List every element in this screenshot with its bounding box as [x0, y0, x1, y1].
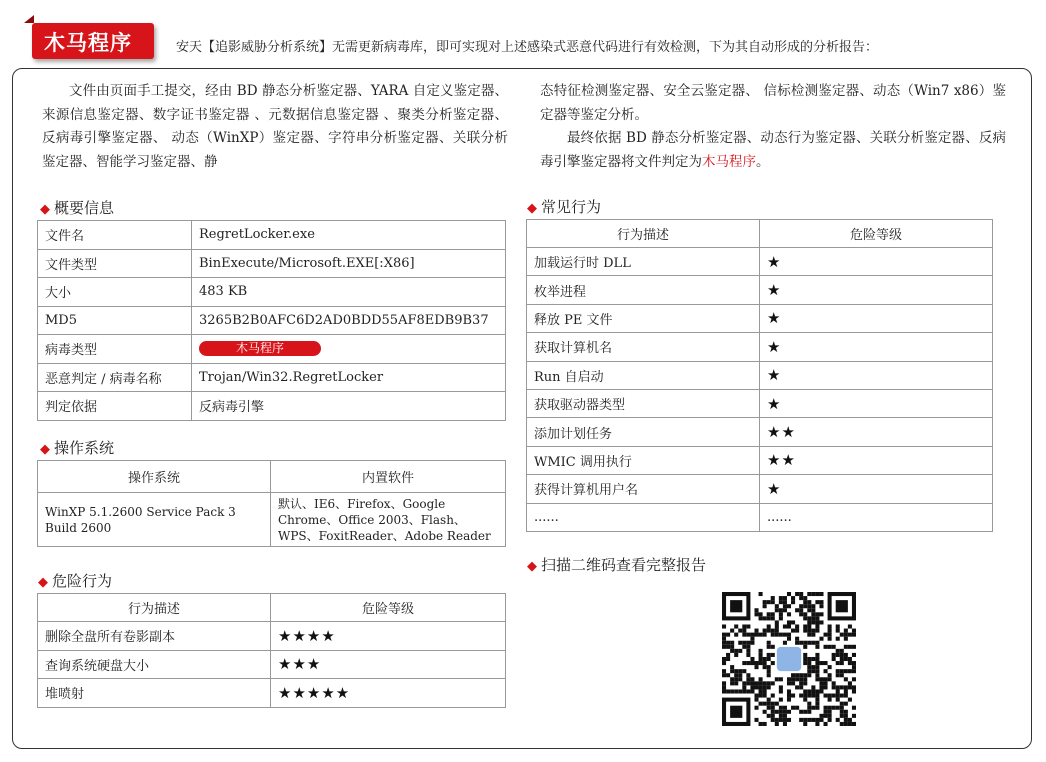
summary-label: MD5	[38, 306, 192, 335]
common-header-level: 危险等级	[760, 220, 993, 248]
common-heading	[527, 196, 601, 217]
danger-desc: 堆喷射	[38, 679, 271, 708]
qr-heading	[527, 554, 706, 575]
summary-row	[38, 278, 506, 307]
verdict-pre: 最终依据 BD 静态分析鉴定器、动态行为鉴定器、关联分析鉴定器、反病毒引擎鉴定器将文件判定为	[540, 130, 1006, 170]
danger-desc: 删除全盘所有卷影副本	[38, 622, 271, 651]
common-desc: 释放 PE 文件	[527, 304, 760, 332]
diamond-icon: ◆	[527, 559, 537, 574]
common-level: ......	[760, 503, 993, 531]
diamond-icon: ◆	[40, 202, 50, 217]
verdict-highlight: 木马程序	[702, 153, 756, 170]
summary-label: 病毒类型	[38, 335, 192, 364]
qr-title: 扫描二维码查看完整报告	[541, 556, 707, 574]
danger-header-desc: 行为描述	[38, 594, 271, 622]
summary-value: 反病毒引擎	[192, 392, 506, 421]
summary-value: 483 KB	[192, 278, 506, 307]
danger-row	[38, 622, 506, 651]
common-desc: 获取计算机名	[527, 333, 760, 361]
summary-row	[38, 249, 506, 278]
common-desc: ......	[527, 503, 760, 531]
diamond-icon: ◆	[38, 575, 48, 590]
common-table	[526, 219, 993, 532]
os-title: 操作系统	[54, 439, 115, 457]
description-left	[42, 80, 508, 174]
common-desc: Run 自启动	[527, 361, 760, 389]
category-badge	[24, 13, 162, 65]
danger-table	[37, 593, 506, 708]
description-right-line2	[540, 127, 1006, 174]
summary-value	[192, 335, 506, 364]
description-left-text: 文件由页面手工提交，经由 BD 静态分析鉴定器、YARA 自定义鉴定器、来源信息鉴定器、数字证书鉴定器 、元数据信息鉴定器 、聚类分析鉴定器、反病毒引擎鉴定器、 动态（WinXP）鉴定器、字符串分析鉴定器、关联分析鉴定器、智能学习鉴定器、静	[42, 83, 508, 170]
common-row	[527, 418, 993, 446]
summary-label: 文件类型	[38, 249, 192, 278]
common-title: 常见行为	[541, 198, 602, 216]
summary-row	[38, 392, 506, 421]
summary-label: 大小	[38, 278, 192, 307]
common-row	[527, 446, 993, 474]
os-header-system: 操作系统	[38, 461, 271, 493]
common-row	[527, 248, 993, 276]
summary-value: RegretLocker.exe	[192, 221, 506, 250]
common-level: ★★	[760, 446, 993, 474]
common-row	[527, 333, 993, 361]
summary-value: BinExecute/Microsoft.EXE[:X86]	[192, 249, 506, 278]
common-desc: 获得计算机用户名	[527, 475, 760, 503]
common-row	[527, 276, 993, 304]
danger-row	[38, 650, 506, 679]
diamond-icon: ◆	[40, 442, 50, 457]
summary-value: Trojan/Win32.RegretLocker	[192, 363, 506, 392]
description-right	[540, 80, 1006, 174]
common-level: ★	[760, 361, 993, 389]
virus-type-badge: 木马程序	[199, 341, 321, 356]
qr-code-icon[interactable]	[722, 592, 856, 726]
danger-heading	[38, 570, 112, 591]
danger-title: 危险行为	[52, 572, 113, 590]
badge-fold	[24, 15, 34, 23]
summary-row	[38, 363, 506, 392]
common-desc: 添加计划任务	[527, 418, 760, 446]
common-level: ★	[760, 304, 993, 332]
common-level: ★★	[760, 418, 993, 446]
diamond-icon: ◆	[527, 201, 537, 216]
common-row	[527, 361, 993, 389]
os-table	[37, 460, 506, 547]
danger-level: ★★★★★	[271, 679, 506, 708]
common-level: ★	[760, 333, 993, 361]
os-software: 默认、IE6、Firefox、Google Chrome、Office 2003、Flash、WPS、FoxitReader、Adobe Reader	[271, 493, 506, 547]
common-desc: 加载运行时 DLL	[527, 248, 760, 276]
danger-desc: 查询系统硬盘大小	[38, 650, 271, 679]
common-desc: WMIC 调用执行	[527, 446, 760, 474]
summary-row	[38, 221, 506, 250]
summary-value: 3265B2B0AFC6D2AD0BDD55AF8EDB9B37	[192, 306, 506, 335]
common-level: ★	[760, 389, 993, 417]
os-header-software: 内置软件	[271, 461, 506, 493]
danger-level: ★★★★	[271, 622, 506, 651]
danger-level: ★★★	[271, 650, 506, 679]
summary-label: 文件名	[38, 221, 192, 250]
summary-heading	[40, 197, 114, 218]
verdict-post: 。	[756, 153, 770, 170]
summary-label: 判定依据	[38, 392, 192, 421]
common-row	[527, 503, 993, 531]
os-heading	[40, 437, 114, 458]
common-desc: 获取驱动器类型	[527, 389, 760, 417]
summary-title: 概要信息	[54, 199, 115, 217]
danger-header-level: 危险等级	[271, 594, 506, 622]
intro-text: 安天【追影威胁分析系统】无需更新病毒库，即可实现对上述感染式恶意代码进行有效检测，下为其自动形成的分析报告：	[176, 40, 879, 55]
common-desc: 枚举进程	[527, 276, 760, 304]
summary-row	[38, 306, 506, 335]
common-level: ★	[760, 276, 993, 304]
badge-label: 木马程序	[44, 31, 132, 55]
summary-label: 恶意判定 / 病毒名称	[38, 363, 192, 392]
os-system: WinXP 5.1.2600 Service Pack 3 Build 2600	[38, 493, 271, 547]
common-level: ★	[760, 475, 993, 503]
common-header-desc: 行为描述	[527, 220, 760, 248]
danger-row	[38, 679, 506, 708]
summary-table	[37, 220, 506, 421]
summary-row	[38, 335, 506, 364]
common-row	[527, 304, 993, 332]
common-level: ★	[760, 248, 993, 276]
common-row	[527, 475, 993, 503]
description-right-line1: 态特征检测鉴定器、安全云鉴定器、 信标检测鉴定器、动态（Win7 x86）鉴定器等鉴定分析。	[540, 83, 1006, 123]
common-row	[527, 389, 993, 417]
